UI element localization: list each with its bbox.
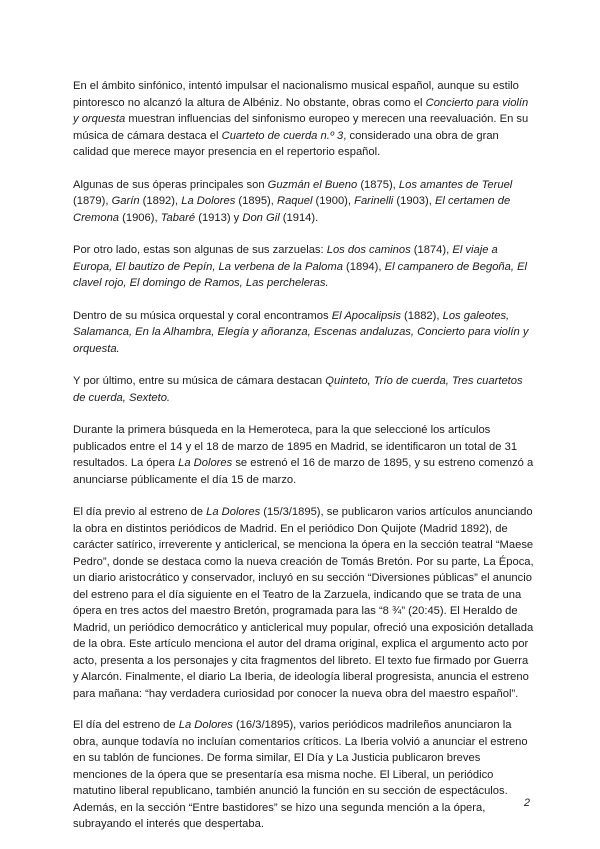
- text-run: (1875),: [357, 178, 399, 191]
- italic-title: El Apocalipsis: [331, 309, 401, 322]
- italic-title: La Dolores: [178, 457, 233, 469]
- italic-title: Farinelli: [354, 195, 394, 207]
- paragraph-premiere-day: [73, 717, 535, 833]
- paragraph-zarzuelas: [73, 242, 535, 292]
- paragraph-hemeroteca: [73, 422, 535, 488]
- text-run: (1906),: [119, 211, 161, 224]
- text-run: El día previo al estreno de: [73, 506, 207, 518]
- italic-title: El viaje a Europa, El bautizo de Pepín, La verbena de la Paloma: [73, 244, 498, 273]
- italic-title: Los amantes de Teruel: [398, 178, 513, 191]
- text-run: Y por último, entre su música de cámara destacan: [73, 375, 326, 387]
- italic-title: Concierto para violín y orquesta: [73, 96, 529, 125]
- text-run: (1894),: [342, 260, 385, 273]
- page-number: 2: [523, 797, 530, 809]
- text-run: (1882),: [400, 309, 443, 322]
- italic-title: Quinteto, Trío de cuerda, Tres cuartetos de cuerda, Sexteto.: [73, 375, 523, 404]
- italic-title: El campanero de Begoña, El clavel rojo, El domingo de Ramos, Las percheleras.: [73, 260, 528, 289]
- text-run: (1874),: [410, 244, 453, 256]
- text-run: (1914).: [279, 211, 319, 224]
- text-run: (1903),: [393, 195, 435, 207]
- italic-title: La Dolores: [178, 719, 233, 731]
- text-run: , considerado una obra de gran calidad que merece mayor presencia en el repertorio español.: [73, 129, 499, 158]
- paragraph-symphonic: [73, 78, 535, 161]
- italic-title: Tabaré: [160, 211, 196, 224]
- text-run: (1900),: [312, 195, 355, 207]
- text-run: Dentro de su música orquestal y coral encontramos: [73, 309, 332, 322]
- text-run: En el ámbito sinfónico, intentó impulsar el nacionalismo musical español, aunque su estilo pintoresco no alcanzó la altura de Albéniz. No obstante, obras como el: [73, 80, 519, 109]
- italic-title: Don Gil: [242, 211, 280, 224]
- text-run: El día del estreno de: [73, 719, 179, 731]
- text-run: muestran influencias del sinfonismo europeo y merecen una reevaluación. En su música de cámara destaca el: [73, 113, 529, 142]
- italic-title: El certamen de Cremona: [73, 195, 511, 224]
- paragraph-operas: [73, 177, 535, 227]
- text-run: Durante la primera búsqueda en la Hemeroteca, para la que seleccioné los artículos publicados entre el 14 y el 18 de marzo de 1895 en Madrid, se identificaron un total de 31 resultados. La ópera: [73, 424, 518, 469]
- italic-title: Los galeotes, Salamanca, En la Alhambra, Elegía y añoranza, Escenas andaluzas, Concierto para violín y orquesta.: [73, 309, 529, 355]
- text-run: se estrenó el 16 de marzo de 1895, y su estreno comenzó a anunciarse públicamente el día 15 de marzo.: [73, 457, 534, 486]
- paragraph-day-before: [73, 504, 535, 702]
- italic-title: La Dolores: [181, 195, 236, 207]
- text-run: (1895),: [235, 195, 277, 207]
- paragraph-orchestral: [73, 308, 535, 358]
- italic-title: Guzmán el Bueno: [267, 178, 358, 191]
- italic-title: La Dolores: [206, 506, 261, 518]
- text-run: (1879),: [73, 195, 112, 207]
- paragraph-chamber: [73, 373, 535, 406]
- text-run: (16/3/1895), varios periódicos madrileños anunciaron la obra, aunque todavía no incluían comentarios críticos. La Iberia volvió a anunciar el estreno en su tablón de funciones. De forma similar, El Día y La Justicia publicaron breves menciones de la ópera que se presentaría esa misma noche. El Liberal, un periódico matutino liberal republicano, también anunció la función en su sección de espectáculos. Además, en la sección “Entre bastidores” se hizo una segunda mención a la ópera, subrayando el interés que despertaba.: [73, 719, 528, 830]
- italic-title: Garín: [111, 195, 140, 207]
- italic-title: Raquel: [277, 195, 313, 207]
- text-run: (15/3/1895), se publicaron varios artículos anunciando la obra en distintos periódicos de Madrid. En el periódico Don Quijote (Madrid 1892), de carácter satírico, irreverente y anticlerical, se menciona la ópera en la sección teatral “Maese Pedro”, donde se destaca como la nueva creación de Tomás Bretón. Por su parte, La Época, un diario aristocrático y conservador, incluyó en su sección “Diversiones públicas” el anuncio del estreno para el día siguiente en el Teatro de la Zarzuela, indicando que se trata de una ópera en tres actos del maestro Bretón, programada para las “8 ¾” (20:45). El Heraldo de Madrid, un periódico democrático y anticlerical muy popular, ofreció una exposición detallada de la obra. Este artículo menciona el autor del drama original, explica el argumento acto por acto, presenta a los personajes y cita fragmentos del libreto. El texto fue firmado por Guerra y Alarcón. Finalmente, el diario La Iberia, de ideología liberal progresista, anuncia el estreno para mañana: “hay verdadera curiosidad por conocer la nueva obra del maestro español”.: [73, 506, 534, 700]
- text-run: (1892),: [139, 195, 182, 207]
- italic-title: Cuarteto de cuerda n.º 3: [221, 129, 344, 142]
- text-run: Algunas de sus óperas principales son: [73, 178, 268, 191]
- document-body: [73, 78, 535, 849]
- text-run: Por otro lado, estas son algunas de sus zarzuelas:: [73, 244, 327, 256]
- italic-title: Los dos caminos: [326, 244, 411, 256]
- text-run: (1913) y: [195, 211, 243, 224]
